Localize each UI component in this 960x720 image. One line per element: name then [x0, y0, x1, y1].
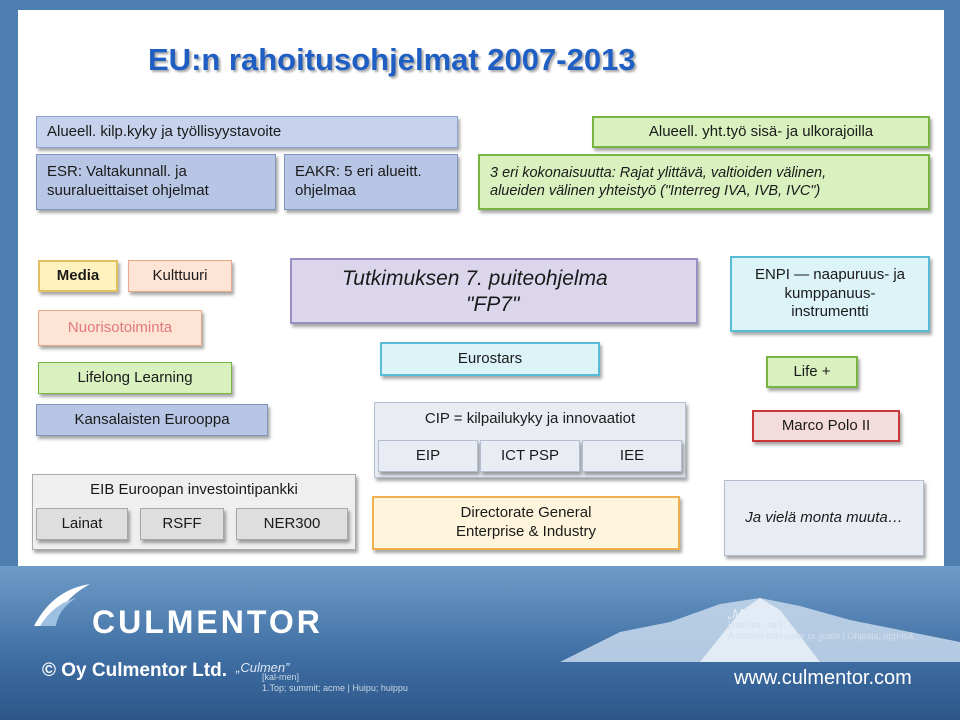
marco-polo-label: Marco Polo II [781, 416, 871, 434]
directorate-general-line-1: Directorate General [460, 504, 592, 522]
mentor-definition [728, 620, 913, 642]
life-plus-label: Life + [793, 362, 831, 380]
mentor-word: „Mentor” [728, 606, 778, 621]
eakr-box [284, 154, 458, 210]
eib-rsff-box [140, 508, 224, 540]
eakr-line-2: ohjelmaa [295, 182, 356, 199]
interreg-line-2: alueiden välinen yhteistyö ("Interreg IVA, IVB, IVC") [490, 183, 821, 199]
interreg-line-1: 3 eri kokonaisuutta: Rajat ylittävä, valtioiden välinen, [490, 164, 827, 181]
more-programs-box [724, 480, 924, 556]
culmen-word: „Culmen” [236, 660, 290, 675]
website-url[interactable]: www.culmentor.com [734, 667, 912, 689]
kulttuuri-box [128, 260, 232, 292]
lifelong-learning-label: Lifelong Learning [77, 368, 193, 386]
regional-competitiveness-label: Alueell. kilp.kyky ja työllisyystavoite [47, 122, 282, 140]
cip-ict-psp-box [480, 440, 580, 472]
cip-iee-box [582, 440, 682, 472]
cip-eip-box [378, 440, 478, 472]
media-label: Media [56, 266, 100, 284]
enpi-line-1: ENPI — naapuruus- ja [754, 265, 906, 283]
regional-competitiveness-box [36, 116, 458, 148]
enpi-line-3: instrumentti [791, 303, 869, 321]
eurostars-box [380, 342, 600, 376]
directorate-general-box [372, 496, 680, 550]
nuorisotoiminta-box [38, 310, 202, 346]
fp7-line-1: Tutkimuksen 7. puiteohjelma [342, 267, 608, 290]
marco-polo-box [752, 410, 900, 442]
eib-label: EIB Euroopan investointipankki [90, 481, 298, 498]
eakr-line-1: EAKR: 5 eri alueitt. [295, 163, 422, 181]
mentor-def-line-2: A trusted counselor or guide | Ohjaaja, opp-isä [728, 630, 913, 641]
enpi-line-2: kumppanuus- [784, 284, 876, 302]
enpi-box [730, 256, 930, 332]
life-plus-box [766, 356, 858, 388]
culmen-definition [262, 672, 408, 694]
fp7-line-2: "FP7" [466, 293, 520, 317]
culmen-def-line-2: 1.Top; summit; acme | Huipu; huippu [262, 682, 408, 693]
fp7-box [290, 258, 698, 324]
culmentor-logo-text: CULMENTOR [92, 604, 323, 640]
directorate-general-line-2: Enterprise & Industry [455, 523, 597, 540]
eib-lainat-label: Lainat [61, 514, 103, 532]
territorial-cooperation-label: Alueell. yht.työ sisä- ja ulkorajoilla [648, 122, 874, 140]
eib-lainat-box [36, 508, 128, 540]
mentor-def-line-1: [men-tör, -tar] [728, 620, 783, 630]
cip-label: CIP = kilpailukyky ja innovaatiot [424, 410, 636, 427]
esr-line-1: ESR: Valtakunnall. ja [47, 163, 187, 181]
culmen-def-line-1: [kal-men] [262, 672, 300, 682]
more-programs-label: Ja vielä monta muuta… [745, 508, 903, 526]
page-title: EU:n rahoitusohjelmat 2007-2013 [148, 42, 636, 77]
kansalaisten-eurooppa-box [36, 404, 268, 436]
eib-ner300-label: NER300 [263, 514, 321, 532]
nuorisotoiminta-label: Nuorisotoiminta [67, 318, 173, 336]
lifelong-learning-box [38, 362, 232, 394]
kulttuuri-label: Kulttuuri [152, 266, 208, 284]
cip-ict-psp-label: ICT PSP [500, 446, 560, 464]
territorial-cooperation-box [592, 116, 930, 148]
eurostars-label: Eurostars [457, 350, 523, 367]
copyright-text: © Oy Culmentor Ltd. [42, 660, 227, 681]
eib-rsff-label: RSFF [162, 514, 202, 532]
esr-line-2: suuralueittaiset ohjelmat [47, 182, 209, 199]
cip-eip-label: EIP [415, 446, 441, 464]
culmentor-swoosh-icon [30, 580, 92, 630]
eib-ner300-box [236, 508, 348, 540]
esr-box [36, 154, 276, 210]
cip-iee-label: IEE [619, 446, 645, 464]
interreg-box [478, 154, 930, 210]
kansalaisten-eurooppa-label: Kansalaisten Eurooppa [74, 410, 230, 428]
media-box [38, 260, 118, 292]
